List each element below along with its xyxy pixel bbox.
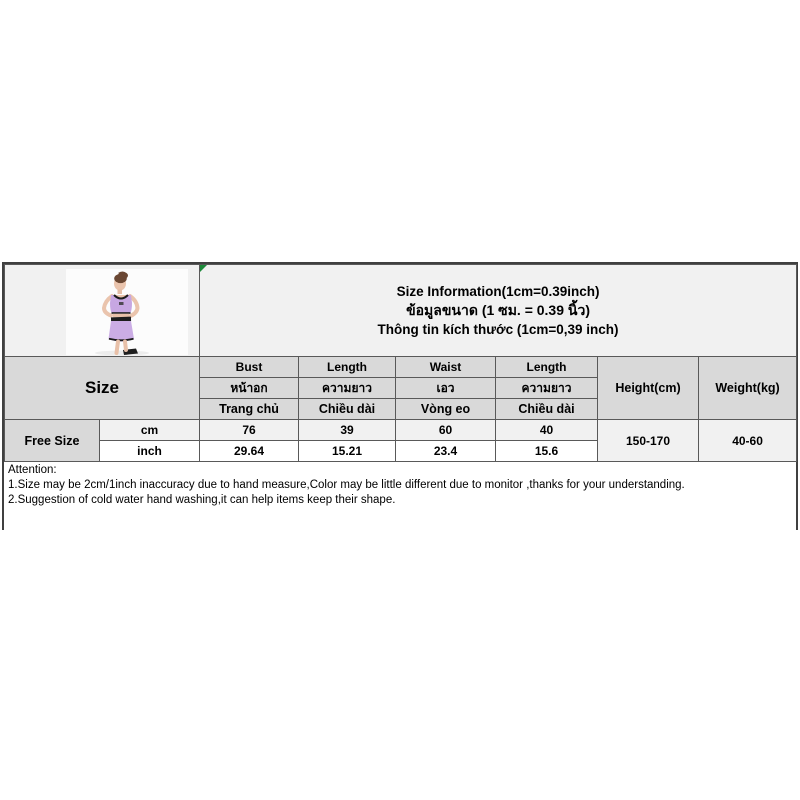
product-photo	[66, 269, 188, 355]
value-weight: 40-60	[699, 420, 797, 462]
attention-line-2: 2.Suggestion of cold water hand washing,it can help items keep their shape.	[8, 494, 396, 506]
col-header-bust-vi: Trang chủ	[200, 399, 299, 420]
attention-line-1: 1.Size may be 2cm/1inch inaccuracy due to hand measure,Color may be little different due to monitor ,thanks for your understanding.	[8, 479, 685, 491]
col-header-length1-en: Length	[299, 357, 396, 378]
col-header-length2-en: Length	[496, 357, 598, 378]
col-header-waist-th: เอว	[396, 378, 496, 399]
col-header-waist-en: Waist	[396, 357, 496, 378]
value-length2-inch: 15.6	[496, 441, 598, 462]
value-length1-inch: 15.21	[299, 441, 396, 462]
size-info-title-en: Size Information(1cm=0.39inch)	[396, 284, 600, 299]
value-height: 150-170	[598, 420, 699, 462]
col-header-length1-vi: Chiều dài	[299, 399, 396, 420]
value-bust-inch: 29.64	[200, 441, 299, 462]
size-info-header-cell	[200, 265, 797, 357]
col-header-length2-th: ความยาว	[496, 378, 598, 399]
col-header-height: Height(cm)	[598, 357, 699, 420]
model-figure-image	[66, 269, 188, 355]
row-header-free-size: Free Size	[5, 420, 100, 462]
col-header-length2-vi: Chiều dài	[496, 399, 598, 420]
col-header-bust-th: หน้าอก	[200, 378, 299, 399]
unit-label-inch: inch	[100, 441, 200, 462]
unit-label-cm: cm	[100, 420, 200, 441]
size-table	[4, 264, 797, 462]
product-photo-cell	[5, 265, 200, 357]
size-corner-header: Size	[5, 357, 200, 420]
col-header-length1-th: ความยาว	[299, 378, 396, 399]
size-info-title-vi: Thông tin kích thước (1cm=0,39 inch)	[377, 322, 619, 337]
attention-title: Attention:	[8, 464, 57, 476]
value-bust-cm: 76	[200, 420, 299, 441]
size-chart-panel	[2, 262, 798, 530]
attention-note	[4, 462, 796, 534]
col-header-waist-vi: Vòng eo	[396, 399, 496, 420]
size-info-title-th: ข้อมูลขนาด (1 ซม. = 0.39 นิ้ว)	[406, 302, 590, 318]
value-length2-cm: 40	[496, 420, 598, 441]
col-header-bust-en: Bust	[200, 357, 299, 378]
excel-error-triangle-icon	[200, 265, 207, 272]
value-waist-inch: 23.4	[396, 441, 496, 462]
col-header-weight: Weight(kg)	[699, 357, 797, 420]
value-waist-cm: 60	[396, 420, 496, 441]
value-length1-cm: 39	[299, 420, 396, 441]
